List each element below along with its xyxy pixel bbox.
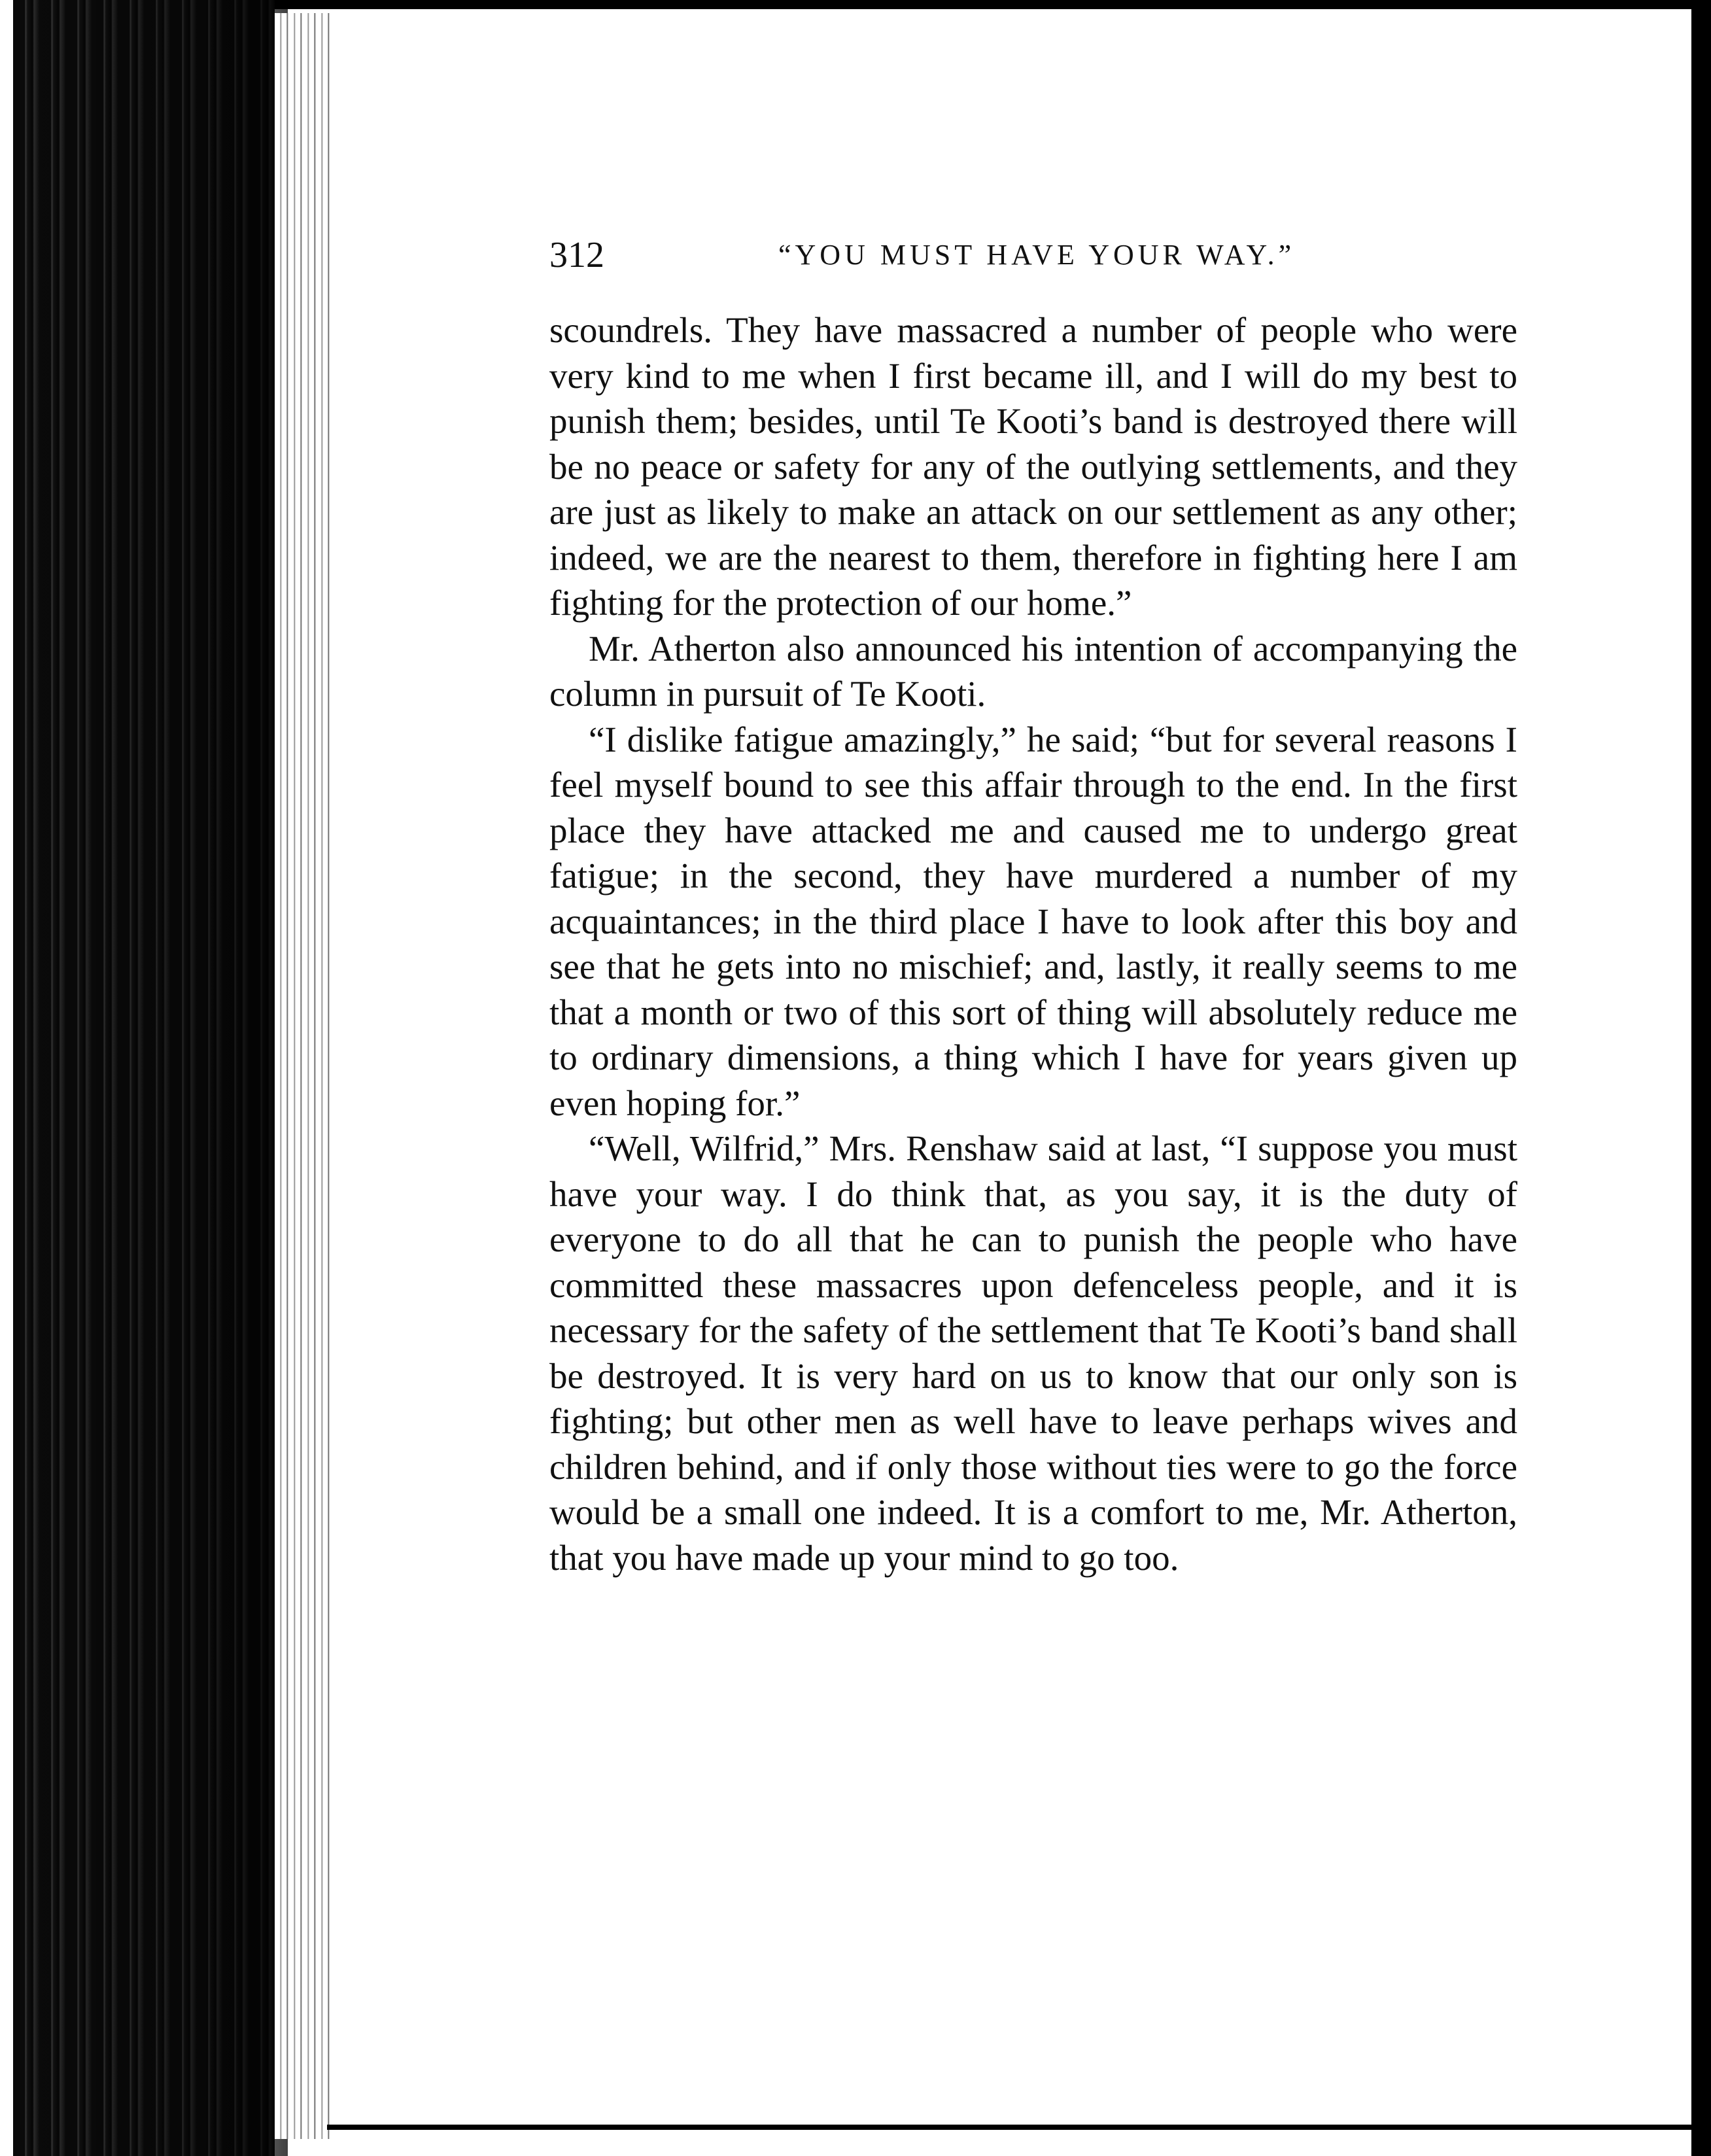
page-edges — [275, 13, 334, 2139]
right-border — [1691, 0, 1711, 2156]
page-number: 312 — [549, 235, 604, 275]
running-head: “YOU MUST HAVE YOUR WAY.” — [778, 239, 1296, 271]
bottom-border — [327, 2125, 1701, 2130]
spine-shadow — [13, 0, 288, 2156]
page-header — [549, 229, 1517, 281]
paragraph-1: scoundrels. They have massacred a number of people who were very kind to me when I first became ill, and I will do my best to punish them; besides, until Te Kooti’s band is destroyed there will be no peace or safety for any of the outlying settlements, and they are just as likely to make an attack on our settlement as any other; indeed, we are the nearest to them, therefore in fighting here I am fighting for the protection of our home.” — [549, 310, 1517, 623]
paragraph-2: Mr. Atherton also announced his intention of accompanying the column in pursuit of Te Kooti. — [549, 628, 1517, 714]
paragraph-4: “Well, Wilfrid,” Mrs. Renshaw said at last, “I suppose you must have your way. I do think that, as you say, it is the duty of everyone to do all that he can to punish the people who have committed these massacres upon defenceless people, and it is necessary for the safety of the settlement that Te Kooti’s band shall be destroyed. It is very hard on us to know that our only son is fighting; but other men as well have to leave perhaps wives and children behind, and if only those without ties were to go the force would be a small one indeed. It is a comfort to me, Mr. Atherton, that you have made up your mind to go too. — [549, 1128, 1517, 1578]
body-text — [549, 307, 1517, 1580]
paragraph-3: “I dislike fatigue amazingly,” he said; “but for several reasons I feel myself bound to see this affair through to the end. In the first place they have attacked me and caused me to undergo great fatigue; in the second, they have murdered a number of my acquaintances; in the third place I have to look after this boy and see that he gets into no mischief; and, lastly, it really seems to me that a month or two of this sort of thing will absolutely reduce me to ordinary dimensions, a thing which I have for years given up even hoping for.” — [549, 719, 1517, 1123]
top-border — [275, 0, 1711, 9]
